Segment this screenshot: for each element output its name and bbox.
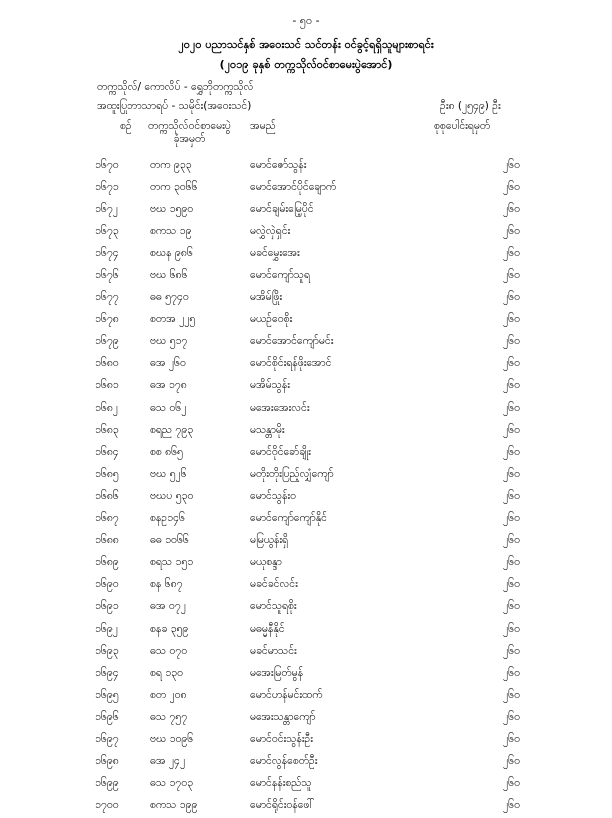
row-name: မောင်ရိုင်းဝန်ဖေါ် (250, 799, 315, 812)
row-number: ၁၆၇၉ (95, 335, 119, 348)
row-roll: ဓသ ၁၇၀၃ (150, 777, 194, 790)
table-row (95, 199, 560, 221)
row-roll: ဓဓ ၁၀၆၆ (150, 534, 189, 547)
row-number: ၁၆၈၃ (95, 423, 119, 436)
row-number: ၁၆၉၉ (95, 777, 119, 790)
row-score: ၂၆၀ (503, 158, 520, 171)
row-name: မောင်သူရစိုး (250, 600, 297, 613)
row-roll: တက ၉၃၃ (150, 158, 192, 171)
row-score: ၂၆၀ (503, 180, 520, 193)
row-roll: ဓအ ၂၄၂ (150, 755, 186, 768)
row-roll: စဃန ၉၈၆ (150, 246, 193, 259)
row-name: မယုစန္ဒာ (250, 556, 282, 569)
row-roll: ဓအ ၂၆၀ (150, 357, 186, 370)
row-score: ၂၆၀ (503, 578, 520, 591)
row-name: မောင်ဇော်သွန်း (250, 158, 307, 171)
row-name: မောင်ချမ်းမြေ့ပိုင် (250, 202, 314, 215)
row-number: ၁၆၉၄ (95, 666, 119, 679)
table-row (95, 442, 560, 464)
table-row (95, 663, 560, 685)
row-name: မောင်ဝိုင်ခော်ချိုး (250, 445, 311, 458)
table-row (95, 575, 560, 597)
row-roll: စကသ ၁၉၉ (150, 799, 198, 812)
row-roll: ဓအ ၀၇၂ (150, 600, 186, 613)
row-score: ၂၆၀ (503, 423, 520, 436)
row-name: မတိုးတိုးပြည့်လျှံကျော် (250, 467, 334, 480)
row-score: ၂၆၀ (503, 224, 520, 237)
row-roll: ဗဃ ၅၂၆ (150, 467, 187, 480)
row-roll: စစ ၈၆၅ (150, 445, 183, 458)
row-roll: ဓသ ၀၆၂ (150, 401, 187, 414)
row-score: ၂၆၀ (503, 622, 520, 635)
table-row (95, 265, 560, 287)
row-roll: ဗဃပ ၅၃၀ (150, 489, 194, 502)
row-name: မအေးမြတ်မွန် (250, 666, 304, 679)
table-row (95, 376, 560, 398)
table-row (95, 243, 560, 265)
table-row (95, 509, 560, 531)
row-roll: စရ ၁၃၀ (150, 666, 183, 679)
row-number: ၁၆၈၆ (95, 489, 119, 502)
row-number: ၁၇၀၀ (95, 799, 119, 812)
row-score: ၂၆၀ (503, 467, 520, 480)
results-table-body (95, 155, 560, 818)
row-roll: ဗဃ ၁၅၉၀ (150, 202, 194, 215)
row-number: ၁၆၇၈ (95, 313, 119, 326)
table-row (95, 398, 560, 420)
row-score: ၂၆၀ (503, 710, 520, 723)
table-row (95, 707, 560, 729)
row-name: မခင်ခင်လင်း (250, 578, 298, 591)
row-roll: တက ၃၀၆၆ (150, 180, 198, 193)
table-row (95, 310, 560, 332)
results-table (95, 155, 560, 818)
row-roll: စတ ၂၀၈ (150, 688, 187, 701)
row-number: ၁၆၉၆ (95, 710, 119, 723)
row-score: ၂၆၀ (503, 688, 520, 701)
row-number: ၁၆၉၅ (95, 688, 119, 701)
column-header-no: စဉ် (120, 120, 132, 132)
column-header-roll-line2: ခုံအမှတ် (173, 133, 206, 145)
row-roll: စကသ ၁၉ (150, 224, 192, 237)
row-number: ၁၆၉၁ (95, 600, 119, 613)
table-row (95, 354, 560, 376)
row-number: ၁၆၉၂ (95, 622, 118, 635)
row-name: မခင်မာသင်း (250, 644, 297, 657)
table-row (95, 177, 560, 199)
table-row (95, 729, 560, 751)
row-score: ၂၆၀ (503, 600, 520, 613)
row-score: ၂၆၀ (503, 202, 520, 215)
table-row (95, 796, 560, 818)
row-number: ၁၆၇၇ (95, 291, 119, 304)
row-number: ၁၆၇၃ (95, 224, 119, 237)
row-number: ၁၆၉၃ (95, 644, 119, 657)
row-name: မအိမ်သွန်း (250, 379, 290, 392)
row-number: ၁၆၈၈ (95, 534, 119, 547)
row-number: ၁၆၈၉ (95, 556, 119, 569)
table-row (95, 619, 560, 641)
row-score: ၂၆၀ (503, 534, 520, 547)
column-header-score: စုစုပေါင်းရမှတ် (434, 120, 491, 132)
total-count: ဦး၈ (၂၅၄၉) ဦး (440, 100, 501, 112)
row-name: မသန္တာမိုး (250, 423, 285, 436)
row-score: ၂၆၀ (503, 666, 520, 679)
row-roll: ဗဃ ၁၀၉၆ (150, 732, 194, 745)
row-number: ၁၆၇၄ (95, 246, 119, 259)
row-number: ၁၆၉၈ (95, 755, 119, 768)
row-score: ၂၆၀ (503, 644, 520, 657)
row-name: မောင်လွန်စေတ်ဦး (250, 755, 318, 768)
row-number: ၁၆၉၇ (95, 732, 119, 745)
table-row (95, 420, 560, 442)
row-number: ၁၆၇၁ (95, 180, 119, 193)
row-number: ၁၆၈၁ (95, 379, 119, 392)
row-number: ၁၆၈၇ (95, 512, 119, 525)
row-score: ၂၆၀ (503, 269, 520, 282)
row-roll: စန ၆၈၇ (150, 578, 183, 591)
table-row (95, 332, 560, 354)
row-roll: ဓသ ၀၇၀ (150, 644, 188, 657)
table-row (95, 597, 560, 619)
row-name: မလွှဲလှဲရှင်း (250, 224, 291, 237)
row-number: ၁၆၇၀ (95, 158, 119, 171)
table-row (95, 221, 560, 243)
row-name: မအေးသန္တာကျော် (250, 710, 316, 723)
row-roll: ဓအ ၁၇၈ (150, 379, 187, 392)
page-number: - ၅၀ - (292, 14, 320, 27)
table-row (95, 553, 560, 575)
row-name: မဓမ္မနီနိုင် (250, 622, 285, 635)
table-row (95, 774, 560, 796)
row-roll: ဓဓ ၅၇၄၀ (150, 291, 189, 304)
document-subtitle: (၂၀၁၉ ခုနှစ် တက္ကသိုလ်ဝင်စာမေးပွဲအောင်) (219, 58, 393, 71)
row-name: မအိမ်ဖြိုး (250, 291, 283, 304)
row-score: ၂၆၀ (503, 445, 520, 458)
row-name: မောင်ဝင်းသွန်းဦး (250, 732, 313, 745)
row-number: ၁၆၈၄ (95, 445, 119, 458)
row-name: မောင်အောင်ကျော်မင်း (250, 335, 334, 348)
row-roll: စတအ ၂၂၅ (150, 313, 196, 326)
row-name: မယဉ်ဝေစိုး (250, 313, 293, 326)
row-score: ၂၆၀ (503, 357, 520, 370)
column-header-roll (148, 120, 231, 146)
row-name: မောင်ဟန်မင်းထက် (250, 688, 323, 701)
table-row (95, 288, 560, 310)
row-name: မောင်အောင်ပိုင်ချောက် (250, 180, 337, 193)
row-score: ၂၆၀ (503, 291, 520, 304)
row-score: ၂၆၀ (503, 799, 520, 812)
row-name: မောင်ကျော်ကျော်နိုင် (250, 512, 327, 525)
row-number: ၁၆၈၀ (95, 357, 119, 370)
row-score: ၂၆၀ (503, 401, 520, 414)
row-name: မမြယွန်းရှိ (250, 534, 289, 547)
row-number: ၁၆၇၂ (95, 202, 118, 215)
table-row (95, 155, 560, 177)
row-roll: စနဥ၁၄၆ (150, 512, 185, 525)
row-score: ၂၆၀ (503, 313, 520, 326)
row-name: မောင်စိုင်းရန်ဖိုးအောင် (250, 357, 332, 370)
row-score: ၂၆၀ (503, 732, 520, 745)
row-number: ၁၆၈၂ (95, 401, 118, 414)
table-row (95, 685, 560, 707)
row-name: မောင်နန်းစည်သူ (250, 777, 312, 790)
row-score: ၂၆၀ (503, 556, 520, 569)
row-score: ၂၆၀ (503, 489, 520, 502)
table-row (95, 531, 560, 553)
column-header-name: အမည် (250, 120, 276, 132)
row-name: မအေးအေးလင်း (250, 401, 310, 414)
row-roll: စရည ၇၉၃ (150, 423, 194, 436)
row-name: မောင်သွန်း၀ (250, 489, 296, 502)
table-row (95, 752, 560, 774)
row-number: ၁၆၇၆ (95, 269, 119, 282)
row-score: ၂၆၀ (503, 755, 520, 768)
table-row (95, 486, 560, 508)
row-score: ၂၆၀ (503, 512, 520, 525)
table-row (95, 464, 560, 486)
row-score: ၂၆၀ (503, 246, 520, 259)
row-roll: စနခ ၃၅၉ (150, 622, 189, 635)
university-line: တက္ကသိုလ်/ ကောလိပ် - ရွှေဘိုတက္ကသိုလ် (97, 81, 254, 93)
row-roll: ဓသ ၇၅၇ (150, 710, 188, 723)
row-roll: ဗဃ ၆၈၆ (150, 269, 188, 282)
document-title: ၂၀၂၀ ပညာသင်နှစ် အဝေးသင် သင်တန်း ဝင်ခွင့်ရရှိသူများစာရင်း (178, 38, 434, 51)
table-row (95, 641, 560, 663)
row-roll: ဗဃ ၅၁၇ (150, 335, 188, 348)
major-line: အထူးပြုဘာသာရပ် - သမိုင်း(အဝေးသင်) (97, 100, 252, 112)
row-score: ၂၆၀ (503, 777, 520, 790)
row-score: ၂၆၀ (503, 379, 520, 392)
row-number: ၁၆၉၀ (95, 578, 119, 591)
row-name: မောင်ကျော်သူရ (250, 269, 310, 282)
row-number: ၁၆၈၅ (95, 467, 119, 480)
row-score: ၂၆၀ (503, 335, 520, 348)
row-name: မခင်မွှေးအေး (250, 246, 300, 259)
column-header-roll-line1: တက္ကသိုလ်ဝင်စာမေးပွဲ (148, 120, 231, 132)
row-roll: စရသ ၁၅၁ (150, 556, 194, 569)
